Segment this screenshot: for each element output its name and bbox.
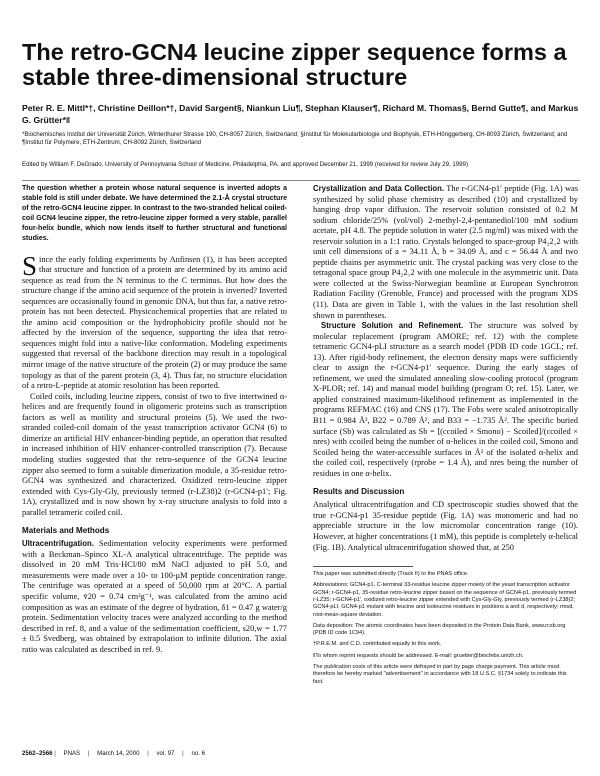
ultracentrifugation-text: Sedimentation velocity experiments were performed with a Beckman–Spinco XL-A analytical ultracentrifuge. The peptide was dissolved in 20 mM Tris·HCl/80 mM NaCl adjusted to pH 5.0, and measurements were made over a 10- to 100-μM peptide concentration range. The centrifuge was operated at a speed of 50,000 rpm at 20°C. A partial specific volume, v̄20 = 0.74 cm³g⁻¹, was calculated from the amino acid composition as was an estimate of the degree of hydration, δ1 = 0.47 g water/g protein. Sedimentation velocity traces were analyzed according to the method described in ref. 8, and a value of the sedimentation coefficient, s20,w = 1.77 ± 0.5 Svedberg, was obtained by extrapolation to infinite dilution. The axial ratio was calculated as described in ref. 9.	[22, 539, 287, 654]
footer-separator: |	[87, 750, 90, 757]
footnote-equal-contribution: †P.R.E.M. and C.D. contributed equally to this work.	[313, 641, 442, 648]
affiliations: *Biochemisches Institut der Universität Zürich, Winterthurer Strasse 190, CH-8057 Zürich, Switzerland; §Institut für Molekularbiologie und Biophysik, ETH-Hönggerberg, CH-8093 Zürich, Switzerland; and ¶Institut für Polymere, ETH-Zentrum, CH-8092 Zürich, Switzerland	[22, 131, 568, 146]
footer-separator: |	[147, 750, 149, 757]
editor-note: Edited by William F. DeGrado, University of Pennsylvania School of Medicine, Philadelphia, PA, and approved December 21, 1999 (received for review July 29, 1999)	[22, 161, 468, 168]
footer-separator: |	[182, 750, 184, 757]
right-column	[313, 184, 578, 690]
abstract: The question whether a protein whose natural sequence is inverted adopts a stable fold is still under debate. We have determined the 2.1-Å crystal structure of the retro-GCN4 leucine zipper. In contrast to the two-stranded helical coiled-coil GCN4 leucine zipper, the retro-leucine zipper formed a very stable, parallel four-helix bundle, which now lends itself to further structural and functional studies.	[22, 185, 287, 243]
footer-issue: no. 6	[191, 750, 206, 757]
ultracentrifugation-paragraph	[22, 539, 287, 655]
intro-paragraph-1	[22, 250, 287, 392]
footer-date: March 14, 2000	[97, 750, 140, 757]
footer-journal: PNAS	[63, 750, 81, 757]
article-title: The retro-GCN4 leucine zipper sequence forms a stable three-dimensional structure	[22, 39, 567, 90]
author-list: Peter R. E. Mittl*†, Christine Deillon*†, David Sargent§, Niankun Liu¶, Stephan Klauser¶, Richard M. Thomas§, Bernd Gutte¶, and Markus G. Grütter*‖	[22, 103, 579, 125]
footnote-divider	[313, 566, 413, 567]
footer-separator: |	[54, 750, 56, 757]
runin-heading-ultracentrifugation: Ultracentrifugation.	[22, 539, 94, 549]
footnote-data-deposition: Data deposition: The atomic coordinates have been deposited in the Protein Data Bank, www.rcsb.org (PDB ID code 1C94).	[313, 622, 566, 637]
footnote-publication-costs: The publication costs of this article were defrayed in part by page charge payment. This article must therefore be hereby marked "advertisement" in accordance with 18 U.S.C. §1734 solely to indicate this fact.	[313, 664, 567, 685]
footer-volume: vol. 97	[156, 750, 175, 757]
crystallization-paragraph	[313, 184, 578, 321]
runin-heading-refinement: Structure Solution and Refinement.	[321, 321, 464, 331]
runin-heading-crystallization: Crystallization and Data Collection.	[313, 184, 445, 193]
refinement-paragraph	[313, 321, 578, 479]
footer-page-range: 2562–2566	[22, 750, 53, 757]
footnote-submission: This paper was submitted directly (Track II) to the PNAS office.	[313, 571, 469, 578]
intro-paragraph-2: Coiled coils, including leucine zippers, consist of two to five intertwined α-helices and are frequently found in oligomeric proteins such as transcription factors as well as motility and structural proteins (5). We used the two-stranded coiled-coil domain of the yeast transcription activator GCN4 (6) to dimerize an artificial HIV enhancer-binding peptide, an operation that resulted in increased inhibition of HIV enhancer-controlled transcription (7). Because modeling studies suggested that the retro-sequence of the GCN4 leucine zipper also seemed to form a suitable dimerization module, a 35-residue retro-GCN4 was synthesized and characterized. Oxidized retro-leucine zipper extended with Cys-Gly-Gly, previously termed (r-LZ38)2 (r-GCN4-p1′; Fig. 1A), crystallized and is now shown by x-ray structure analysis to fold into a parallel tetrameric coiled coil.	[22, 391, 287, 517]
intro-paragraph-1-text: ince the early folding experiments by Anfinsen (1), it has been accepted that structure and function of a protein are determined by its amino acid sequence as read from the N terminus to the C terminus. But how does the structure change if the amino acid sequence of the protein is inverted? Inverted sequences are occasionally found in genomic DNA, but thus far, a native retro-protein has not been detected. Physicochemical properties that are related to the amino acid composition or the hydrophobicity profile should not be affected by the inversion of the sequence, supporting the idea that retro-sequences might fold into a native-like conformation. Modeling experiments suggested that reversal of the backbone direction may result in a topological mirror image of the native structure of the protein (2) or may produce the same topology as that of the parent protein (3, 4). Thus far, no structure elucidation of a retro-L-peptide at atomic resolution has been reported.	[22, 254, 287, 391]
left-column	[22, 184, 287, 655]
results-paragraph: Analytical ultracentrifugation and CD spectroscopic studies showed that the true r-GCN4-p1 35-residue peptide (Fig. 1A) was monomeric and had no appreciable structure in the low micromolar concentration range (10). However, at higher concentrations (1 mM), this peptide is completely α-helical (Fig. 1B). Analytical ultracentrifugation showed that, at 250	[313, 500, 578, 552]
footnote-abbreviations: Abbreviations: GCN4-p1, C-terminal 33-residue leucine zipper moiety of the yeast transcription activator GCN4; r-GCN4-p1, 35-residue retro-leucine zipper based on the sequence of GCN4-p1, previously termed r-LZ35; r-GCN4-p1′, oxidized retro-leucine zipper extended with Cys-Gly-Gly, previously termed (r-LZ38)2; GCN4-pLI, GCN4-p1 mutant with leucine and isoleucine residues in positions a and d, respectively; rmsd, root-mean-square deviation.	[313, 582, 577, 618]
header-divider	[22, 180, 580, 181]
footnote-correspondence: ‖To whom reprint requests should be addressed. E-mail: gruetter@biocfebs.unizh.ch.	[313, 652, 524, 659]
drop-cap: S	[22, 250, 38, 281]
section-heading-methods: Materials and Methods	[22, 526, 110, 536]
section-heading-results: Results and Discussion	[313, 487, 405, 497]
refinement-text: The structure was solved by molecular replacement (program AMORE; ref. 12) with the complete tetrameric GCN4-pLI structure as a search model (PDB ID code 1GCL; ref. 13). After rigid-body refinement, the electron density maps were sufficiently clear to assign the r-GCN4-p1′ sequence. During the early stages of refinement, we used the simulated annealing slow-cooling protocol (program X-PLOR; ref. 14) and manual model building (program O; ref. 15). Later, we applied constrained maximum-likelihood refinement as implemented in the programs REFMAC (16) and CNS (17). The Fobs were scaled anisotropically B11 = 0.984 Å², B22 = 0.789 Å², and B33 = −1.735 Å². The specific buried surface (Sb) was calculated as Sb = [(ccoiled × Smono) − Scoiled]/(ccoiled × nres) with ccoiled being the number of α-helices in the coiled coil, Smono and Scoiled being the water-accessible surfaces in Å² of the isolated α-helix and the coiled coil, respectively (rprobe = 1.4 Å), and nres being the number of residues in one α-helix.	[313, 321, 579, 478]
page-footer	[22, 750, 211, 757]
crystallization-text: The r-GCN4-p1′ peptide (Fig. 1A) was synthesized by solid phase chemistry as described (10) and crystallized by hanging drop vapor diffusion. The reservoir solution consisted of 0.2 M sodium chloride/25% (vol/vol) 2-methyl-2,4-pentanediol/100 mM sodium acetate, pH 4.8. The peptide solution in water (2.5 mg/ml) was mixed with the reservoir solution in a 1:1 ratio. Crystals belonged to space-group P4₂2₁2 with unit cell dimensions of a = 34.11 Å, b = 34.09 Å, and c = 56.44 Å and two peptide chains per asymmetric unit. The crystal packing was very close to the tetragonal space group P4₂2₁2 with one molecule in the asymmetric unit. Data were collected at the Swiss-Norwegian beamline at European Synchrotron Radiation Facility (Grenoble, France) and processed with the program XDS (11). Data are given in Table 1, with the values in the last resolution shell shown in parentheses.	[313, 184, 579, 320]
